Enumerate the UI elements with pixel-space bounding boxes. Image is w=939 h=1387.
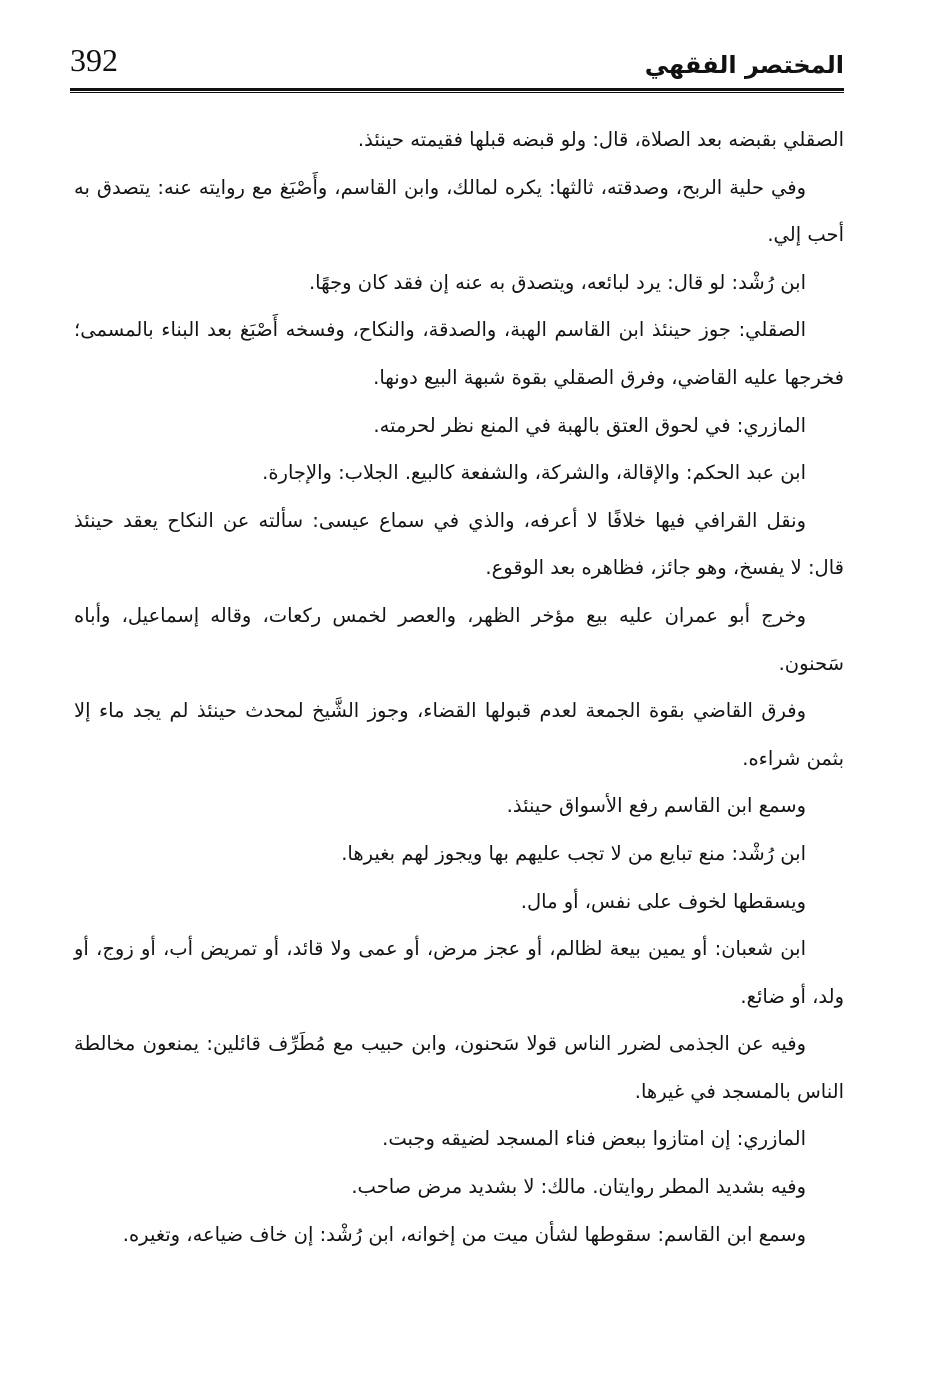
paragraph: المازري: إن امتازوا ببعض فناء المسجد لضيقه وجبت.	[382, 1127, 806, 1151]
body-text	[74, 116, 844, 1258]
paragraph: وفيه بشديد المطر روايتان. مالك: لا بشديد مرض صاحب.	[351, 1175, 806, 1199]
paragraph: وفي حلية الربح، وصدقته، ثالثها: يكره لمالك، وابن القاسم، وأَصْبَغ مع روايته عنه: يتصدق به أحب إلي.	[74, 175, 844, 247]
paragraph: ابن شعبان: أو يمين بيعة لظالم، أو عجز مرض، أو عمى ولا قائد، أو تمريض أب، أو زوج، أو ولد، أو ضائع.	[74, 937, 844, 1008]
running-title: المختصر الفقهي	[644, 51, 844, 79]
paragraph: الصقلي: جوز حينئذ ابن القاسم الهبة، والصدقة، والنكاح، وفسخه أَصْبَغ بعد البناء بالمسمى؛ فخرجها عليه القاضي، وفرق الصقلي بقوة شبهة البيع دونها.	[74, 318, 844, 389]
header-rule	[70, 88, 844, 93]
paragraph: ويسقطها لخوف على نفس، أو مال.	[520, 889, 806, 913]
page-header	[70, 36, 844, 92]
paragraph: وفرق القاضي بقوة الجمعة لعدم قبولها القضاء، وجوز الشَّيخ لمحدث حينئذ لم يجد ماء إلا بثمن شراءه.	[74, 699, 844, 770]
paragraph: وفيه عن الجذمى لضرر الناس قولا سَحنون، وابن حبيب مع مُطَرِّف قائلين: يمنعون مخالطة الناس بالمسجد في غيرها.	[74, 1032, 844, 1103]
paragraph: ابن عبد الحكم: والإقالة، والشركة، والشفعة كالبيع. الجلاب: والإجارة.	[262, 461, 806, 485]
paragraph: الصقلي بقبضه بعد الصلاة، قال: ولو قبضه قبلها فقيمته حينئذ.	[357, 128, 844, 151]
paragraph: المازري: في لحوق العتق بالهبة في المنع نظر لحرمته.	[373, 413, 806, 437]
paragraph: ابن رُشْد: منع تبايع من لا تجب عليهم بها ويجوز لهم بغيرها.	[341, 841, 806, 865]
paragraph: ونقل القرافي فيها خلافًا لا أعرفه، والذي في سماع عيسى: سألته عن النكاح يعقد حينئذ قال: لا يفسخ، وهو جائز، فظاهره بعد الوقوع.	[74, 508, 844, 580]
paragraph: وخرج أبو عمران عليه بيع مؤخر الظهر، والعصر لخمس ركعات، وقاله إسماعيل، وأباه سَحنون.	[74, 603, 844, 675]
paragraph: ابن رُشْد: لو قال: يرد لبائعه، ويتصدق به عنه إن فقد كان وجهًا.	[308, 270, 806, 294]
page-number: 392	[70, 42, 118, 78]
paragraph: وسمع ابن القاسم رفع الأسواق حينئذ.	[506, 794, 806, 818]
paragraph: وسمع ابن القاسم: سقوطها لشأن ميت من إخوانه، ابن رُشْد: إن خاف ضياعه، وتغيره.	[122, 1222, 806, 1246]
